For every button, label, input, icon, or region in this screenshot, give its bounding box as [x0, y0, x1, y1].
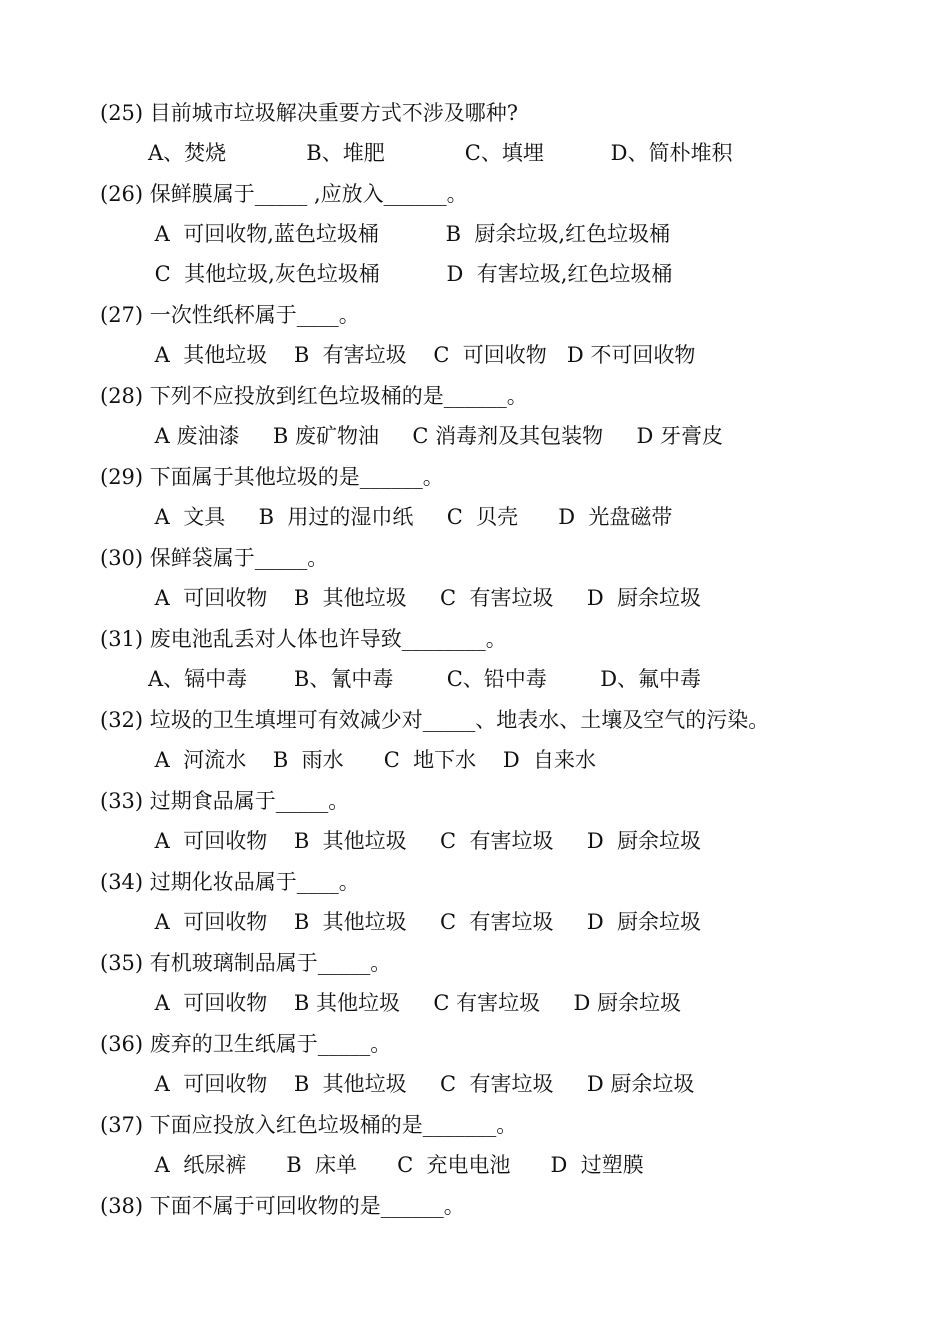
question-29-options: A 文具 B 用过的湿巾纸 C 贝壳 D 光盘磁带: [148, 505, 673, 529]
question-36-options: A 可回收物 B 其他垃圾 C 有害垃圾 D 厨余垃圾: [148, 1072, 695, 1096]
question-29-stem: (29) 下面属于其他垃圾的是______。: [100, 465, 444, 489]
question-28-options: A 废油漆 B 废矿物油 C 消毒剂及其包装物 D 牙膏皮: [148, 424, 724, 448]
question-25-options: A、焚烧 B、堆肥 C、填埋 D、简朴堆积: [148, 141, 733, 165]
question-26-options-2: C 其他垃圾,灰色垃圾桶 D 有害垃圾,红色垃圾桶: [148, 262, 673, 286]
question-33-options: A 可回收物 B 其他垃圾 C 有害垃圾 D 厨余垃圾: [148, 829, 702, 853]
question-27-options: A 其他垃圾 B 有害垃圾 C 可回收物 D 不可回收物: [148, 343, 696, 367]
question-32-options: A 河流水 B 雨水 C 地下水 D 自来水: [148, 748, 597, 772]
question-34-options: A 可回收物 B 其他垃圾 C 有害垃圾 D 厨余垃圾: [148, 910, 702, 934]
question-35-options: A 可回收物 B 其他垃圾 C 有害垃圾 D 厨余垃圾: [148, 991, 682, 1015]
question-25-stem: (25) 目前城市垃圾解决重要方式不涉及哪种?: [100, 101, 519, 125]
question-34-stem: (34) 过期化妆品属于____。: [100, 870, 360, 894]
question-30-stem: (30) 保鲜袋属于_____。: [100, 546, 329, 570]
question-27-stem: (27) 一次性纸杯属于____。: [100, 303, 360, 327]
question-33-stem: (33) 过期食品属于_____。: [100, 789, 350, 813]
question-37-stem: (37) 下面应投放入红色垃圾桶的是_______。: [100, 1113, 518, 1137]
question-38-stem: (38) 下面不属于可回收物的是______。: [100, 1194, 465, 1218]
question-31-options: A、镉中毒 B、氰中毒 C、铅中毒 D、氟中毒: [148, 667, 702, 691]
question-31-stem: (31) 废电池乱丢对人体也许导致________。: [100, 627, 507, 651]
question-26-options-1: A 可回收物,蓝色垃圾桶 B 厨余垃圾,红色垃圾桶: [148, 222, 671, 246]
question-30-options: A 可回收物 B 其他垃圾 C 有害垃圾 D 厨余垃圾: [148, 586, 702, 610]
question-36-stem: (36) 废弃的卫生纸属于_____。: [100, 1032, 392, 1056]
question-26-stem: (26) 保鲜膜属于_____ ,应放入______。: [100, 182, 468, 206]
question-37-options: A 纸尿裤 B 床单 C 充电电池 D 过塑膜: [148, 1153, 644, 1177]
question-35-stem: (35) 有机玻璃制品属于_____。: [100, 951, 392, 975]
question-32-stem: (32) 垃圾的卫生填埋可有效减少对_____、地表水、土壤及空气的污染。: [100, 708, 770, 732]
question-28-stem: (28) 下列不应投放到红色垃圾桶的是______。: [100, 384, 528, 408]
